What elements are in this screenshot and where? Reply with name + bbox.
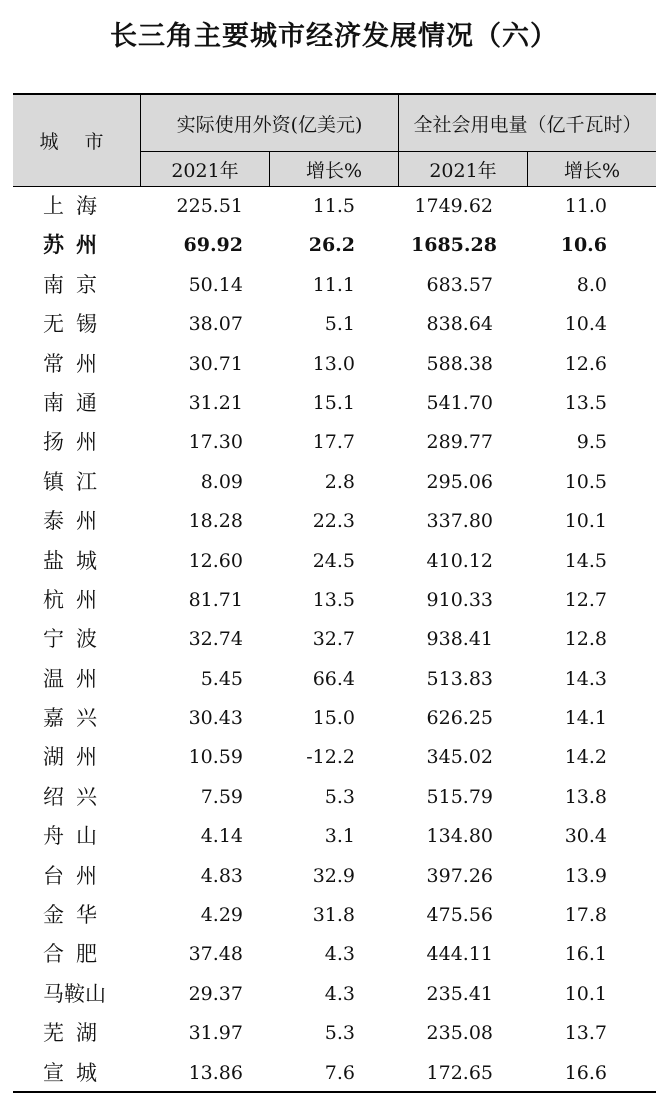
fdi-cell: 10.59 [188, 746, 243, 769]
fdi-growth-cell: 5.1 [324, 313, 355, 336]
table-row [13, 778, 656, 817]
fdi-growth-cell: 5.3 [324, 785, 355, 808]
power-growth-cell: 14.5 [564, 549, 607, 572]
table-row [13, 1014, 656, 1053]
table-row [13, 620, 656, 659]
fdi-growth-cell: 3.1 [324, 825, 355, 848]
power-growth-cell: 10.4 [564, 313, 607, 336]
fdi-growth-cell: 4.3 [324, 943, 355, 966]
table-row [13, 305, 656, 344]
fdi-cell: 7.59 [200, 785, 243, 808]
table-row [13, 660, 656, 699]
header-city: 城 市 [39, 131, 114, 153]
city-cell: 绍兴 [43, 784, 109, 809]
city-cell: 泰州 [43, 509, 109, 534]
fdi-growth-cell: 2.8 [324, 470, 355, 493]
power-growth-cell: 30.4 [564, 825, 607, 848]
fdi-cell: 17.30 [188, 431, 243, 454]
city-cell: 无锡 [43, 312, 109, 337]
city-cell: 台州 [43, 863, 109, 888]
table-row [13, 502, 656, 541]
power-growth-cell: 10.1 [564, 982, 607, 1005]
fdi-cell: 4.29 [200, 904, 243, 927]
fdi-growth-cell: 15.1 [312, 391, 355, 414]
power-growth-cell: 11.0 [564, 195, 607, 217]
power-cell: 172.65 [426, 1061, 493, 1084]
power-cell: 397.26 [426, 864, 493, 887]
fdi-cell: 18.28 [188, 510, 243, 533]
header-fdi-growth: 增长% [305, 159, 363, 182]
fdi-growth-cell: 4.3 [324, 982, 355, 1005]
city-cell: 盐城 [43, 548, 109, 573]
power-growth-cell: 10.6 [560, 234, 607, 257]
city-cell: 舟山 [43, 824, 109, 849]
power-growth-cell: 17.8 [564, 904, 607, 927]
power-cell: 134.80 [426, 825, 493, 848]
city-cell: 马鞍山 [43, 981, 106, 1006]
power-growth-cell: 8.0 [576, 273, 607, 296]
table-row [13, 542, 656, 581]
fdi-cell: 30.43 [188, 707, 243, 730]
fdi-cell: 13.86 [188, 1061, 243, 1084]
city-cell: 合肥 [43, 942, 109, 967]
city-cell: 南京 [43, 272, 109, 297]
header-divider [398, 95, 399, 186]
fdi-cell: 8.09 [200, 470, 243, 493]
power-cell: 410.12 [426, 549, 493, 572]
header-power-group: 全社会用电量（亿千瓦时） [413, 113, 642, 136]
table-row [13, 817, 656, 856]
power-growth-cell: 13.7 [564, 1022, 607, 1045]
power-growth-cell: 14.2 [564, 746, 607, 769]
city-cell: 南通 [43, 390, 109, 415]
power-growth-cell: 13.9 [564, 864, 607, 887]
power-cell: 683.57 [426, 273, 493, 296]
fdi-growth-cell: 31.8 [312, 904, 355, 927]
power-growth-cell: 16.1 [564, 943, 607, 966]
fdi-growth-cell: -12.2 [306, 746, 355, 769]
fdi-growth-cell: 11.5 [312, 195, 355, 217]
fdi-growth-cell: 15.0 [312, 707, 355, 730]
header-power-year: 2021年 [429, 159, 497, 182]
header-divider [527, 151, 528, 186]
city-cell: 扬州 [43, 430, 109, 455]
power-cell: 626.25 [426, 707, 493, 730]
fdi-cell: 30.71 [188, 352, 243, 375]
table-row [13, 738, 656, 777]
city-cell: 宁波 [43, 627, 109, 652]
power-growth-cell: 14.1 [564, 707, 607, 730]
power-cell: 513.83 [426, 667, 493, 690]
fdi-cell: 29.37 [188, 982, 243, 1005]
power-cell: 1749.62 [414, 195, 493, 217]
header-fdi-group: 实际使用外资(亿美元) [176, 113, 363, 136]
power-growth-cell: 13.8 [564, 785, 607, 808]
city-cell: 芜湖 [43, 1021, 109, 1046]
fdi-cell: 50.14 [188, 273, 243, 296]
power-cell: 938.41 [426, 628, 493, 651]
power-cell: 588.38 [426, 352, 493, 375]
power-growth-cell: 13.5 [564, 391, 607, 414]
power-cell: 541.70 [426, 391, 493, 414]
fdi-growth-cell: 32.9 [312, 864, 355, 887]
power-cell: 289.77 [426, 431, 493, 454]
city-cell: 宣城 [43, 1060, 109, 1085]
header-divider [140, 151, 656, 152]
power-cell: 345.02 [426, 746, 493, 769]
city-cell: 杭州 [43, 587, 109, 612]
power-growth-cell: 12.6 [564, 352, 607, 375]
fdi-cell: 12.60 [188, 549, 243, 572]
fdi-growth-cell: 13.0 [312, 352, 355, 375]
city-cell: 湖州 [43, 745, 109, 770]
power-cell: 295.06 [426, 470, 493, 493]
fdi-cell: 69.92 [183, 234, 243, 257]
city-cell: 镇江 [43, 469, 109, 494]
fdi-cell: 32.74 [188, 628, 243, 651]
power-cell: 235.41 [426, 982, 493, 1005]
table-row [13, 384, 656, 423]
city-cell: 温州 [43, 666, 109, 691]
header-power-growth: 增长% [563, 159, 621, 182]
table-row [13, 699, 656, 738]
power-growth-cell: 9.5 [576, 431, 607, 454]
city-cell: 上海 [43, 194, 109, 218]
city-cell: 苏州 [43, 233, 109, 258]
fdi-growth-cell: 26.2 [308, 234, 355, 257]
table-row [13, 896, 656, 935]
power-growth-cell: 16.6 [564, 1061, 607, 1084]
fdi-growth-cell: 13.5 [312, 588, 355, 611]
power-cell: 475.56 [426, 904, 493, 927]
header-divider [140, 95, 141, 186]
fdi-cell: 38.07 [188, 313, 243, 336]
fdi-cell: 225.51 [176, 195, 243, 217]
page-title: 长三角主要城市经济发展情况（六） [110, 21, 558, 52]
fdi-growth-cell: 7.6 [324, 1061, 355, 1084]
header-fdi-year: 2021年 [171, 159, 239, 182]
fdi-cell: 31.97 [188, 1022, 243, 1045]
power-growth-cell: 14.3 [564, 667, 607, 690]
fdi-cell: 4.14 [200, 825, 243, 848]
table-row [13, 935, 656, 974]
city-cell: 金华 [43, 903, 109, 928]
fdi-growth-cell: 66.4 [312, 667, 355, 690]
power-growth-cell: 12.8 [564, 628, 607, 651]
power-cell: 838.64 [426, 313, 493, 336]
power-growth-cell: 10.1 [564, 510, 607, 533]
power-cell: 910.33 [426, 588, 493, 611]
fdi-cell: 31.21 [188, 391, 243, 414]
fdi-cell: 37.48 [188, 943, 243, 966]
table-row [13, 266, 656, 305]
table-header [13, 95, 656, 187]
fdi-growth-cell: 17.7 [312, 431, 355, 454]
power-cell: 444.11 [426, 943, 493, 966]
power-growth-cell: 12.7 [564, 588, 607, 611]
fdi-growth-cell: 11.1 [312, 273, 355, 296]
table-bottom-rule [13, 1091, 656, 1093]
fdi-growth-cell: 22.3 [312, 510, 355, 533]
fdi-growth-cell: 5.3 [324, 1022, 355, 1045]
table-body [13, 187, 656, 1093]
table-row [13, 226, 656, 265]
table-row [13, 581, 656, 620]
table-row [13, 857, 656, 896]
table-row [13, 1054, 656, 1093]
table-row [13, 975, 656, 1014]
city-cell: 常州 [43, 351, 109, 376]
table-row [13, 463, 656, 502]
power-cell: 235.08 [426, 1022, 493, 1045]
fdi-cell: 5.45 [200, 667, 243, 690]
table-row [13, 187, 656, 226]
power-cell: 337.80 [426, 510, 493, 533]
header-divider [269, 151, 270, 186]
power-cell: 515.79 [426, 785, 493, 808]
fdi-cell: 81.71 [188, 588, 243, 611]
fdi-growth-cell: 32.7 [312, 628, 355, 651]
fdi-growth-cell: 24.5 [312, 549, 355, 572]
table-row [13, 345, 656, 384]
city-cell: 嘉兴 [43, 706, 109, 731]
power-growth-cell: 10.5 [564, 470, 607, 493]
power-cell: 1685.28 [411, 234, 497, 257]
table-row [13, 423, 656, 462]
fdi-cell: 4.83 [200, 864, 243, 887]
